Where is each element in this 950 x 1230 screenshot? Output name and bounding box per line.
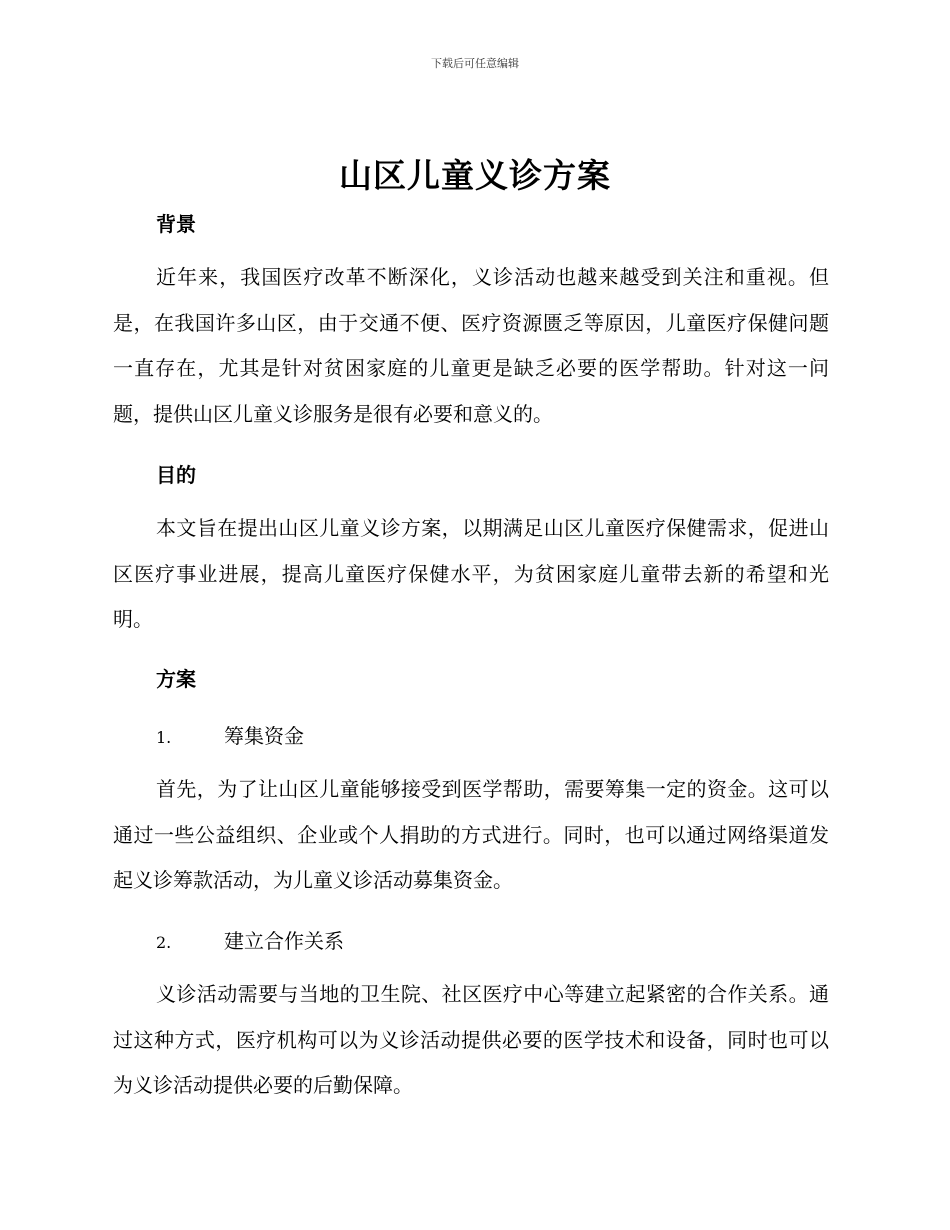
plan-item-2 [156, 925, 344, 954]
paragraph-plan-item-2: 义诊活动需要与当地的卫生院、社区医疗中心等建立起紧密的合作关系。通过这种方式，医疗机构可以为义诊活动提供必要的医学技术和设备，同时也可以为义诊活动提供必要的后勤保障。 [113, 982, 829, 1097]
plan-item-number: 1. [156, 728, 172, 747]
heading-plan: 方案 [156, 667, 196, 691]
plan-item-label: 建立合作关系 [224, 929, 344, 953]
header-note: 下载后可任意编辑 [431, 57, 519, 70]
heading-background: 背景 [156, 212, 196, 236]
plan-item-number: 2. [156, 933, 172, 952]
heading-purpose: 目的 [156, 463, 196, 487]
paragraph-purpose: 本文旨在提出山区儿童义诊方案，以期满足山区儿童医疗保健需求，促进山区医疗事业进展，提高儿童医疗保健水平，为贫困家庭儿童带去新的希望和光明。 [113, 516, 829, 631]
document-title: 山区儿童义诊方案 [339, 156, 611, 195]
paragraph-background: 近年来，我国医疗改革不断深化，义诊活动也越来越受到关注和重视。但是，在我国许多山区，由于交通不便、医疗资源匮乏等原因，儿童医疗保健问题一直存在，尤其是针对贫困家庭的儿童更是缺乏必要的医学帮助。针对这一问题，提供山区儿童义诊服务是很有必要和意义的。 [113, 265, 829, 426]
paragraph-plan-item-1: 首先，为了让山区儿童能够接受到医学帮助，需要筹集一定的资金。这可以通过一些公益组织、企业或个人捐助的方式进行。同时，也可以通过网络渠道发起义诊筹款活动，为儿童义诊活动募集资金。 [113, 777, 829, 892]
plan-item-1 [156, 720, 304, 749]
plan-item-label: 筹集资金 [224, 724, 304, 748]
